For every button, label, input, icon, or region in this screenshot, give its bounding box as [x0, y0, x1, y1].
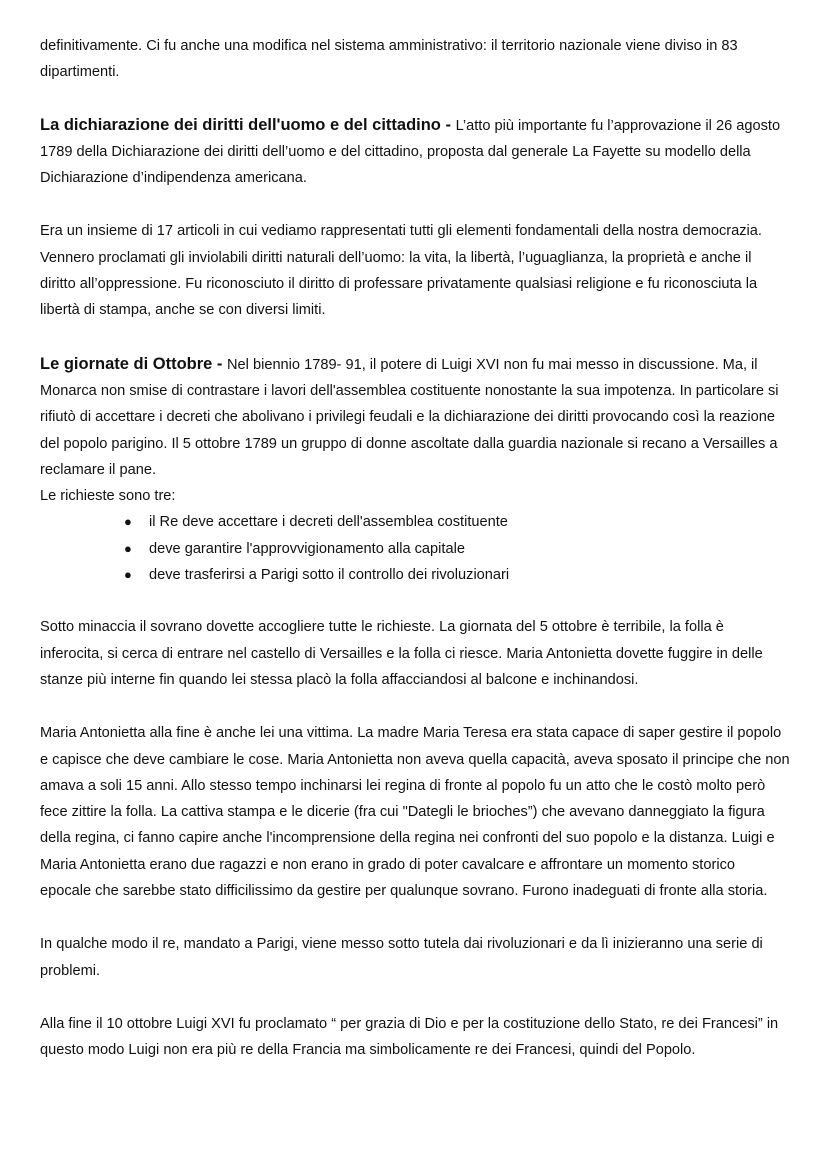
declaration-heading: La dichiarazione dei diritti dell'uomo e del cittadino - [40, 115, 456, 134]
marie-antoinette-paragraph: Maria Antonietta alla fine è anche lei una vittima. La madre Maria Teresa era stata capace di saper gestire il popolo e capisce che deve cambiare le cose. Maria Antonietta non aveva quella capacità, aveva sposato il principe che non amava a soli 15 anni. Allo stesso tempo inchinarsi lei regina di fronte al popolo fu un atto che le costò molto però fece zittire la folla. La cattiva stampa e le dicerie (fra cui "Dategli le brioches”) che avevano danneggiato la figura della regina, ci fanno capire anche l'incomprensione della regina nei confronti del suo popolo e la distanza. Luigi e Maria Antonietta erano due ragazzi e non erano in grado di poter cavalcare e affrontare un momento storico epocale che sarebbe stato difficilissimo da gestire per qualunque sovrano. Furono inadeguati di fronte alla storia. [40, 725, 790, 900]
declaration-articles-paragraph: Era un insieme di 17 articoli in cui vediamo rappresentati tutti gli elementi fondamentali della nostra democrazia. Vennero proclamati gli inviolabili diritti naturali dell’uomo: la vita, la libertà, l’uguaglianza, la proprietà e anche il diritto all’oppressione. Fu riconosciuto il diritto di professare privatamente qualsiasi religione e fu riconosciuta la libertà di stampa, anche se con diversi limiti. [40, 223, 762, 319]
list-item-text: il Re deve accettare i decreti dell'assemblea costituente [149, 514, 508, 531]
october-days-paragraph [40, 351, 790, 483]
king-of-french-paragraph: Alla fine il 10 ottobre Luigi XVI fu proclamato “ per grazia di Dio e per la costituzione dello Stato, re dei Francesi” in questo modo Luigi non era più re della Francia ma simbolicamente re dei Francesi, quindi del Popolo. [40, 1015, 779, 1059]
intro-paragraph: definitivamente. Ci fu anche una modifica nel sistema amministrativo: il territorio nazionale viene diviso in 83 dipartimenti. [40, 38, 738, 81]
list-item [40, 562, 790, 588]
document-page [40, 33, 790, 1064]
bullet-icon: ● [124, 567, 132, 583]
list-item-text: deve garantire l'approvvigionamento alla capitale [149, 540, 465, 557]
requests-list [40, 509, 790, 588]
versailles-paragraph: Sotto minaccia il sovrano dovette accogliere tutte le richieste. La giornata del 5 ottobre è terribile, la folla è inferocita, si cerca di entrare nel castello di Versailles e la folla ci riesce. Maria Antonietta dovette fuggire in delle stanze più interne fin quando lei stessa placò la folla affacciandosi al balcone e inchinandosi. [40, 619, 763, 688]
october-days-heading: Le giornate di Ottobre - [40, 354, 228, 373]
bullet-icon: ● [124, 540, 132, 556]
list-item [40, 536, 790, 562]
declaration-section-paragraph [40, 112, 790, 192]
october-days-text: Nel biennio 1789- 91, il potere di Luigi XVI non fu mai messo in discussione. Ma, il Monarca non smise di contrastare i lavori dell'assemblea costituente nonostante la sua impotenza. In particolare si rifiutò di accettare i decreti che abolivano i privilegi feudali e la dichiarazione dei diritti provocando così la reazione del popolo parigino. Il 5 ottobre 1789 un gruppo di donne ascoltate dalla guardia nazionale si recano a Versailles a reclamare il pane. [40, 356, 779, 478]
declaration-text: L’atto più importante fu l’approvazione il 26 agosto 1789 della Dichiarazione dei diritti dell’uomo e del cittadino, proposta dal generale La Fayette su modello della Dichiarazione d’indipendenza americana. [40, 117, 781, 187]
requests-intro: Le richieste sono tre: [40, 488, 176, 505]
list-item-text: deve trasferirsi a Parigi sotto il controllo dei rivoluzionari [149, 567, 510, 584]
list-item [40, 509, 790, 535]
bullet-icon: ● [124, 514, 132, 530]
king-paris-paragraph: In qualche modo il re, mandato a Parigi, viene messo sotto tutela dai rivoluzionari e da lì inizieranno una serie di problemi. [40, 936, 763, 979]
